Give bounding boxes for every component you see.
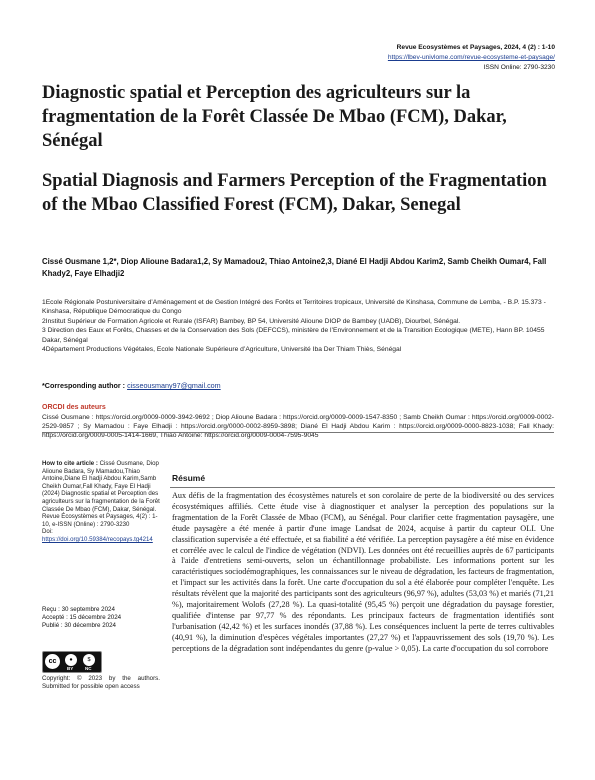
affiliation-2: 2Institut Supérieur de Formation Agricole et Rurale (ISFAR) Bambey, BP 54, Université Alioune DIOP de Bambey (UADB), Diourbel, Sénégal. — [42, 317, 461, 325]
copyright-notice: Copyright: © 2023 by the authors. Submitted for possible open access — [42, 675, 160, 690]
no-commercial-icon: $ — [83, 654, 95, 666]
journal-header — [388, 43, 555, 73]
affiliation-3: 3 Direction des Eaux et Forêts, Chasses et de la Conservation des Sols (DEFCCS), ministère de l’Environnement et de la Transition Ecologique (METE), Hann BP. 10455 Dakar, Sénégal — [42, 327, 545, 344]
date-accepted: Accepté : 15 décembre 2024 — [42, 614, 122, 621]
author-list: Cissé Ousmane 1,2*, Diop Alioune Badara1,2, Sy Mamadou2, Thiao Antoine2,3, Diané El Hadji Abdou Karim2, Samb Cheikh Oumar4, Fall Khady2, Faye Elhadji2 — [42, 257, 547, 278]
corresponding-label: *Corresponding author : — [42, 381, 128, 390]
person-icon: ● — [65, 654, 77, 666]
corresponding-email-link[interactable]: cisseousmany97@gmail.com — [127, 381, 221, 390]
affiliation-4: 4Département Productions Végétales, Ecole Nationale Supérieure d’Agriculture, Université Iba Der Thiam Thiès, Sénégal — [42, 346, 402, 354]
doi-label: Doi: — [42, 528, 53, 536]
title-english: Spatial Diagnosis and Farmers Perception of the Fragmentation of the Mbao Classified Forest (FCM), Dakar, Senegal — [42, 171, 547, 215]
resume-divider — [170, 487, 555, 488]
corresponding-author — [42, 381, 221, 390]
orcid-list[interactable]: Cissé Ousmane : https://orcid.org/0009-0009-3942-9692 ; Diop Alioune Badara : https://orcid.org/0009-0009-1547-8350 ; Samb Cheikh Oumar : https://orcid.org/0009-0002-2529-9857 ; Sy Mamadou : Faye Elhadji : https://orcid.org/0000-0002-8959-3898; Diané El Hadji Abdou Karim : https://orcid.org/0009-0000-8823-1038; Fall Khady: https://orcid.org/0009-0005-1414-1669, Thiao Antoine: https://orcid.org/0009-0004-7595-9045 — [42, 414, 554, 440]
journal-url[interactable]: https://lbev-univlome.com/revue-ecosysteme-et-paysage/ — [387, 54, 555, 61]
affiliations — [42, 298, 557, 354]
journal-citation: Revue Ecosystèmes et Paysages, 2024, 4 (2) : 1-10 — [396, 44, 555, 51]
title-french: Diagnostic spatial et Perception des agriculteurs sur la fragmentation de la Forêt Classée De Mbao (FCM), Dakar, Sénégal — [42, 83, 507, 151]
cc-logo-icon: cc — [45, 654, 60, 669]
cite-text: Cissé Ousmane, Diop Alioune Badara, Sy Mamadou,Thiao Antoine,Diane El hadji Abdou Karim,Samb Cheikh Oumar,Fall Khady, Faye El Hadji (2024) Diagnostic spatial et Perception des agriculteurs sur la fragmentation de la Forêt Classée De Mbao (FCM), Dakar, Sénégal. Revue Écosystèmes et Paysages, 4(2) : 1-10, e-ISSN (Online) : 2790-3230 — [42, 460, 160, 528]
cc-by-label: BY — [67, 666, 74, 671]
section-divider — [42, 432, 554, 433]
date-published: Publié : 30 décembre 2024 — [42, 622, 116, 629]
date-received: Reçu : 30 septembre 2024 — [42, 606, 115, 613]
resume-heading: Résumé — [172, 473, 206, 483]
doi-link[interactable]: https://doi.org/10.59384/recopays.tg4214 — [42, 535, 153, 543]
dates-block — [42, 606, 160, 630]
orcid-heading: ORCDI des auteurs — [42, 404, 106, 411]
affiliation-1: 1Ecole Régionale Postuniversitaire d’Aménagement et de Gestion Intégré des Forêts et Territoires tropicaux, Université de Kinshasa, Commune de Lemba, - B.P. 15.373 - Kinshasa, République Démocratique du Congo — [42, 299, 546, 316]
journal-issn: ISSN Online: 2790-3230 — [483, 64, 555, 71]
abstract-text: Aux défis de la fragmentation des écosystèmes naturels et son corolaire de perte de la biodiversité ou des services écosystémiques affiliés. Cette étude vise à diagnostiquer et analyser la perception des populations sur la fragmentation de la Forêt Classée de Mbao (FCM), au Sénégal. Pour clarifier cette fragmentation paysagère, une étude paysagère a été menée à partir d'une image Landsat de 2024, acquise à partir du capteur OLI. Une classification supervisée a été effectuée, et sa fiabilité a été vérifiée. La perception paysagère a été mise en évidence et corrélée avec le calcul de l'indice de végétation (NDVI). Les données ont été recueillies auprès de 67 participants à l'aide d'entretiens semi-ouverts, selon un échantillonnage probabiliste. Les informations portent sur les caractéristiques sociodémographiques, les connaissances sur le niveau de dégradation, les facteurs de fragmentation, et l'impact sur les activités dans la forêt. Une carte d'occupation du sol a été élaborée pour compléter l'enquête. Les résultats révèlent que la majorité des participants sont des agriculteurs (96,97 %), adultes (53,03 %) et mariés (71,21 %), majoritairement Wolofs (27,28 %). La quasi-totalité (95,45 %) perçoit une dégradation du paysage forestier, qualifiée d'intense par 97,77 % des répondants. Les principaux facteurs de fragmentation identifiés sont l'urbanisation (42,42 %) et les surfaces inondés (37,88 %). Les conséquences incluent la perte de terres cultivables (40,91 %), la diminution d'espèces végétales importantes (27,27 %) et l'appauvrissement des sols (19,70 %). Les perceptions de la dégradation sont indépendantes du genre (p-value > 0,05). La carte d'occupation du sol corrobore — [172, 491, 554, 653]
cite-block — [42, 460, 160, 544]
cite-label: How to cite article : — [42, 460, 100, 467]
cc-nc-label: NC — [85, 666, 92, 671]
cc-license-badge[interactable] — [42, 651, 102, 673]
